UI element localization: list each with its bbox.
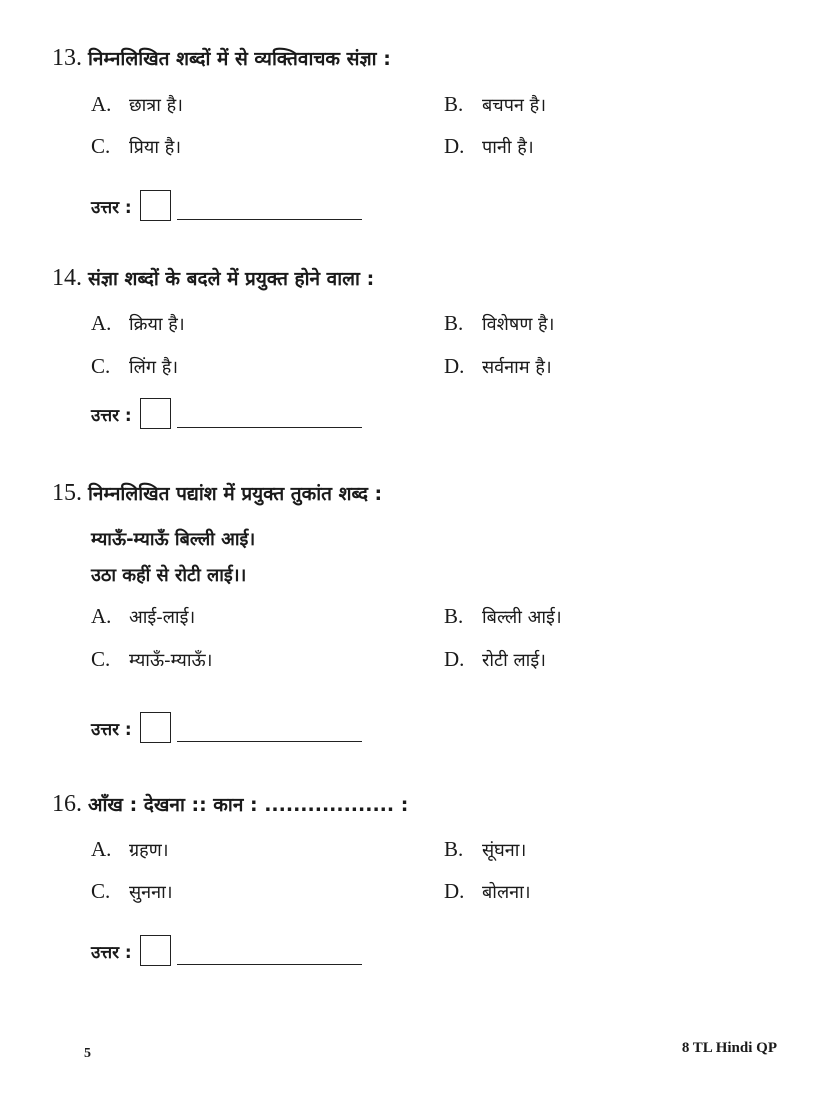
option-text: सर्वनाम है। — [482, 357, 552, 378]
question-text: निम्नलिखित शब्दों में से व्यक्तिवाचक संज्ञा : — [88, 48, 391, 70]
option-text: बोलना। — [482, 882, 531, 903]
answer-label: उत्तर : — [91, 720, 132, 740]
question-number: 16. — [52, 791, 82, 817]
option-text: सुनना। — [129, 882, 173, 903]
answer-line[interactable] — [177, 964, 362, 965]
verse-line-2: उठा कहीं से रोटी लाई।। — [91, 565, 247, 586]
option-c[interactable] — [91, 134, 181, 160]
option-text: आई-लाई। — [129, 607, 196, 628]
option-text: क्रिया है। — [129, 314, 185, 335]
question-heading — [52, 266, 374, 291]
question-text: संज्ञा शब्दों के बदले में प्रयुक्त होने वाला : — [88, 268, 375, 290]
option-text: लिंग है। — [129, 357, 179, 378]
answer-label: उत्तर : — [91, 198, 132, 218]
option-text: सूंघना। — [482, 840, 527, 861]
option-text: म्याऊँ-म्याऊँ। — [129, 650, 213, 671]
question-heading — [52, 792, 408, 817]
option-d[interactable] — [444, 647, 546, 673]
answer-box[interactable] — [140, 935, 171, 966]
option-a[interactable] — [91, 92, 183, 118]
question-heading — [52, 481, 382, 506]
option-a[interactable] — [91, 604, 195, 630]
option-text: प्रिया है। — [129, 137, 182, 158]
option-a[interactable] — [91, 837, 169, 863]
option-letter: D. — [444, 354, 465, 378]
option-letter: C. — [91, 879, 111, 903]
answer-line[interactable] — [177, 219, 362, 220]
question-number: 15. — [52, 480, 82, 506]
question-number: 14. — [52, 265, 82, 291]
option-c[interactable] — [91, 879, 173, 905]
option-text: विशेषण है। — [482, 314, 555, 335]
answer-box[interactable] — [140, 398, 171, 429]
option-letter: C. — [91, 134, 111, 158]
option-text: पानी है। — [482, 137, 534, 158]
answer-box[interactable] — [140, 712, 171, 743]
answer-line[interactable] — [177, 427, 362, 428]
option-letter: B. — [444, 837, 464, 861]
option-letter: C. — [91, 354, 111, 378]
paper-code: 8 TL Hindi QP — [681, 1040, 777, 1056]
answer-label: उत्तर : — [91, 943, 132, 963]
page-number: 5 — [84, 1046, 91, 1061]
verse-line-1: म्याऊँ-म्याऊँ बिल्ली आई। — [91, 529, 256, 550]
question-number: 13. — [52, 45, 82, 71]
option-b[interactable] — [444, 92, 546, 118]
option-letter: B. — [444, 92, 464, 116]
answer-label: उत्तर : — [91, 406, 132, 426]
question-text: निम्नलिखित पद्यांश में प्रयुक्त तुकांत शब्द : — [88, 483, 383, 505]
option-text: रोटी लाई। — [482, 650, 547, 671]
option-letter: A. — [91, 92, 112, 116]
question-text: आँख : देखना :: कान : .................. : — [88, 794, 409, 816]
option-letter: D. — [444, 879, 465, 903]
option-d[interactable] — [444, 134, 534, 160]
option-b[interactable] — [444, 837, 526, 863]
option-letter: C. — [91, 647, 111, 671]
option-text: ग्रहण। — [129, 840, 169, 861]
answer-line[interactable] — [177, 741, 362, 742]
option-letter: B. — [444, 604, 464, 628]
option-letter: A. — [91, 837, 112, 861]
option-letter: D. — [444, 134, 465, 158]
option-a[interactable] — [91, 311, 185, 337]
option-letter: A. — [91, 311, 112, 335]
option-letter: B. — [444, 311, 464, 335]
option-c[interactable] — [91, 647, 212, 673]
option-letter: D. — [444, 647, 465, 671]
option-letter: A. — [91, 604, 112, 628]
option-d[interactable] — [444, 354, 552, 380]
option-c[interactable] — [91, 354, 178, 380]
question-heading — [52, 46, 391, 71]
option-d[interactable] — [444, 879, 531, 905]
option-b[interactable] — [444, 311, 554, 337]
option-text: बचपन है। — [482, 95, 547, 116]
answer-box[interactable] — [140, 190, 171, 221]
option-text: छात्रा है। — [129, 95, 183, 116]
option-text: बिल्ली आई। — [482, 607, 562, 628]
option-b[interactable] — [444, 604, 562, 630]
